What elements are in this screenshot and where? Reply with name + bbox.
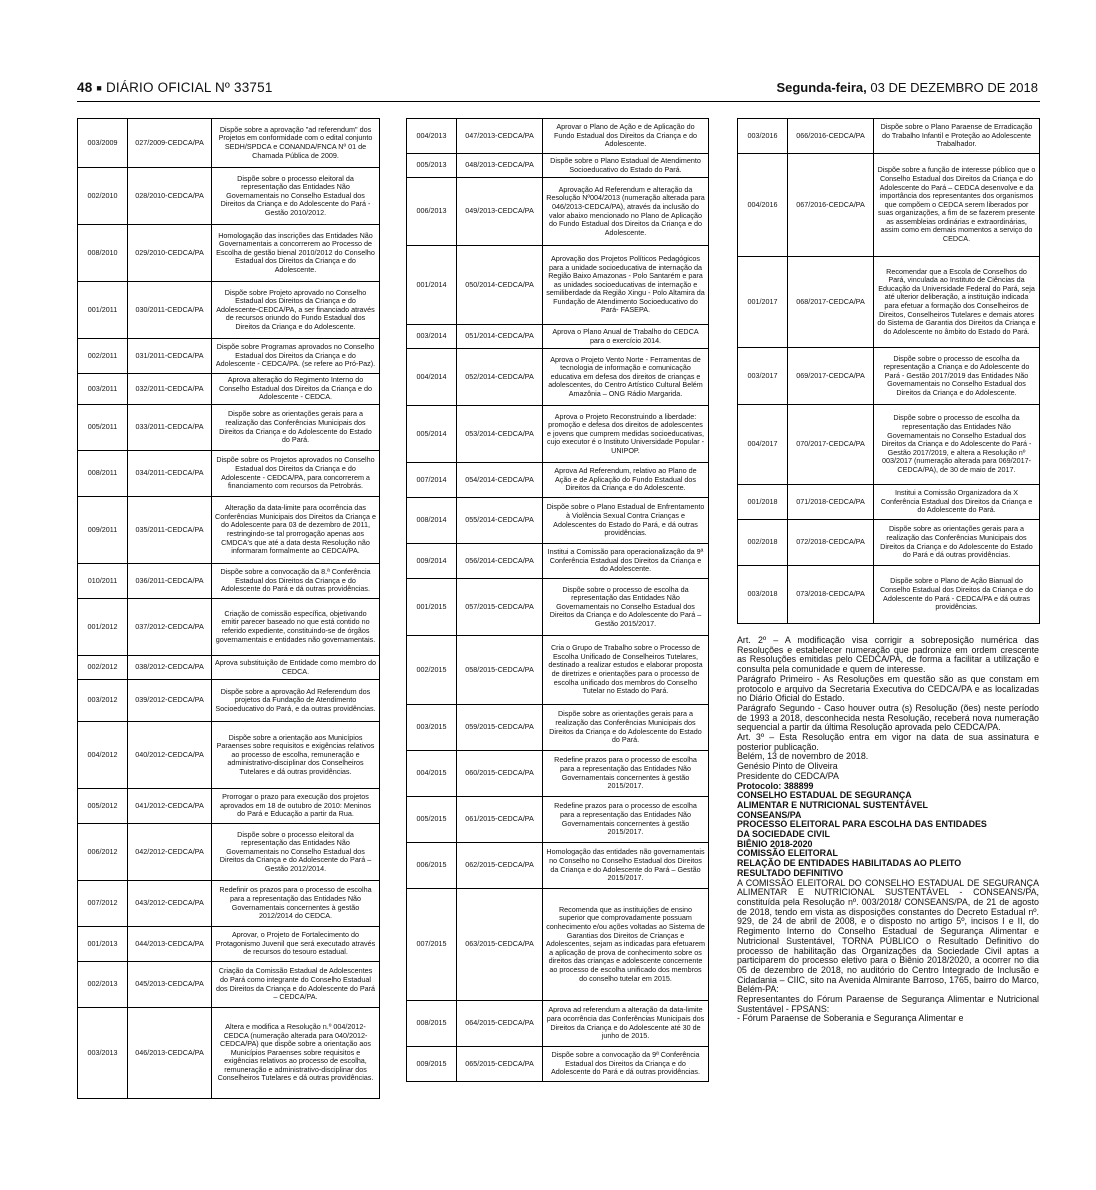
table-row (78, 374, 380, 405)
resolution-old-number: 002/2015 (407, 636, 457, 705)
heading-line-4: PROCESSO ELEITORAL PARA ESCOLHA DAS ENTIDADES (737, 819, 987, 830)
heading-line-9: RESULTADO DEFINITIVO (737, 867, 844, 878)
resolution-new-number: 058/2015-CEDCA/PA (457, 636, 543, 705)
resolution-new-number: 052/2014-CEDCA/PA (457, 349, 543, 406)
column-2 (406, 118, 709, 1082)
resolution-new-number: 064/2015-CEDCA/PA (457, 1001, 543, 1047)
resolution-new-number: 028/2010-CEDCA/PA (128, 168, 212, 225)
resolution-old-number: 005/2011 (78, 405, 128, 451)
resolution-new-number: 061/2015-CEDCA/PA (457, 797, 543, 843)
table-row (407, 154, 709, 178)
resolution-description: Prorrogar o prazo para execução dos projetos aprovados em 18 de outubro de 2010: Meninos do Pará e Educação a partir da Rua. (212, 789, 380, 824)
table-row (738, 566, 1040, 624)
resolution-description: Recomenda que as instituições de ensino superior que comprovadamente possuam conhecimento e/ou ações voltadas ao Sistema de Garantias dos Direitos de Crianças e Adolescentes, sejam as indicadas para efetuarem a aplicação de prova de conhecimento sobre os direitos das crianças e adolescente concernente ao processo de escolha unificado dos membros do conselho tutelar em 2015. (543, 889, 709, 1001)
resolution-description: Dispõe sobre Projeto aprovado no Conselho Estadual dos Direitos da Criança e do Adolescente-CEDCA/PA, a ser financiado através de recursos oriundo do Fundo Estadual dos Direitos da Criança e do Adolescente. (212, 282, 380, 339)
resolution-new-number: 054/2014-CEDCA/PA (457, 463, 543, 498)
resolution-old-number: 002/2012 (78, 656, 128, 680)
table-row (407, 889, 709, 1001)
resolution-old-number: 009/2014 (407, 544, 457, 579)
resolution-new-number: 047/2013-CEDCA/PA (457, 119, 543, 154)
table-row (78, 168, 380, 225)
heading-line-1: CONSELHO ESTADUAL DE SEGURANÇA (737, 790, 912, 801)
resolution-old-number: 003/2013 (78, 1008, 128, 1099)
paragraph-1: Parágrafo Primeiro - As Resoluções em questão são as que constam em protocolo e arquivo da Secretaria Executiva do CEDCA/PA e as localizadas no Diário Oficial do Estado. (737, 673, 1039, 704)
resolution-old-number: 002/2013 (78, 962, 128, 1008)
table-row (78, 722, 380, 789)
resolution-new-number: 056/2014-CEDCA/PA (457, 544, 543, 579)
electoral-body: A COMISSÃO ELEITORAL DO CONSELHO ESTADUAL DE SEGURANÇA ALIMENTAR E NUTRICIONAL SUSTENTÁVEL - CONSEANS/PA, constituída pela Resolução nº. 003/2018/ CONSEANS/PA, de 21 de agosto de 2018, tendo em vista as disposições constantes do Decreto Estadual nº. 929, de 24 de abril de 2008, e o disposto no artigo 5º, incisos I e II, do Regimento Interno do Conselho Estadual de Segurança Alimentar e Nutricional Sustentável, TORNA PÚBLICO o Resultado Definitivo do processo de habilitação das Organizações da Sociedade Civil aptas a participarem do processo eletivo para o Biênio 2018/2020, a ocorrer no dia 05 de dezembro de 2018, no auditório do Centro Integrado de Inclusão e Cidadania – CIIC, sito na Avenida Almirante Barroso, 1765, bairro do Marco, Belém-PA: (737, 877, 1039, 995)
resolution-body-text (737, 636, 1039, 1024)
resolution-description: Institui a Comissão para operacionalização da 9ª Conferência Estadual dos Direitos da Criança e do Adolescente. (543, 544, 709, 579)
resolution-description: Dispõe sobre Programas aprovados no Conselho Estadual dos Direitos da Criança e do Adolescente - CEDCA/PA. (se refere ao Pró-Paz). (212, 339, 380, 374)
table-row (738, 485, 1040, 520)
table-row (78, 881, 380, 927)
resolution-new-number: 049/2013-CEDCA/PA (457, 178, 543, 246)
resolution-description: Dispõe sobre o Plano Estadual de Enfrentamento à Violência Sexual Contra Crianças e Adolescentes do Estado do Pará, e dá outras providências. (543, 498, 709, 544)
resolution-description: Aprova o Projeto Reconstruindo a liberdade: promoção e defesa dos direitos de adolescentes e jovens que cumprem medidas socioeducativas, cujo executor é o Instituto Universidade Popular - UNIPOP. (543, 406, 709, 463)
heading-line-7: COMISSÃO ELEITORAL (737, 848, 838, 859)
resolution-description: Recomendar que a Escola de Conselhos do Pará, vinculada ao Instituto de Ciências da Educação da Universidade Federal do Pará, seja até ulterior deliberação, a instituição indicada para efetuar a formação dos Conselheiros de Direitos, Conselheiros Tutelares e demais atores do Sistema de Garantia dos Direitos da Criança e do Adolescente no âmbito do Estado do Pará. (874, 257, 1040, 348)
resolution-old-number: 004/2012 (78, 722, 128, 789)
table-row (738, 154, 1040, 257)
resolution-description: Criação de comissão específica, objetivando emitir parecer baseado no que está contido no referido expediente, constituindo-se de órgãos governamentais e entidades não governamentais. (212, 599, 380, 656)
resolutions-table-2 (406, 118, 709, 1082)
resolution-new-number: 050/2014-CEDCA/PA (457, 246, 543, 325)
resolution-old-number: 005/2013 (407, 154, 457, 178)
resolution-description: Aprova ad referendum a alteração da data-limite para ocorrência das Conferências Municipais dos Direitos da Criança e do Adolescente até 30 de junho de 2015. (543, 1001, 709, 1047)
resolution-new-number: 035/2011-CEDCA/PA (128, 497, 212, 564)
date: 03 DE DEZEMBRO DE 2018 (870, 80, 1038, 95)
place-date: Belém, 13 de novembro de 2018. (737, 751, 869, 762)
table-row (738, 405, 1040, 485)
resolution-description: Altera e modifica a Resolução n.º 004/2012-CEDCA (numeração alterada para 040/2012-CEDCA/PA) que dispõe sobre a orientação aos Municípios Paraenses sobre requisitos e exigências relativos ao processo de escolha, remuneração e administrativo-disciplinar dos Conselheiros Tutelares e dá outras providências. (212, 1008, 380, 1099)
table-row (407, 843, 709, 889)
journal-title: DIÁRIO OFICIAL Nº 33751 (105, 80, 273, 95)
resolution-new-number: 069/2017-CEDCA/PA (788, 348, 874, 405)
resolution-new-number: 070/2017-CEDCA/PA (788, 405, 874, 485)
resolution-description: Dispõe sobre o processo de escolha da representação das Entidades Não Governamentais no Conselho Estadual dos Direitos da Criança e do Adolescente do Pará - Gestão 2017/2019, e altera a Resolução nº 003/2017 (numeração alterada para 069/2017-CEDCA/PA), de 30 de maio de 2017. (874, 405, 1040, 485)
resolution-old-number: 003/2016 (738, 119, 788, 154)
table-row (78, 680, 380, 722)
resolution-new-number: 065/2015-CEDCA/PA (457, 1047, 543, 1082)
resolutions-table-3 (737, 118, 1040, 624)
resolution-new-number: 073/2018-CEDCA/PA (788, 566, 874, 624)
column-3 (737, 118, 1040, 624)
resolution-description: Criação da Comissão Estadual de Adolescentes do Pará como integrante do Conselho Estadual dos Direitos da Criança e do Adolescente do Pará – CEDCA/PA. (212, 962, 380, 1008)
resolution-old-number: 006/2013 (407, 178, 457, 246)
resolution-new-number: 053/2014-CEDCA/PA (457, 406, 543, 463)
resolution-new-number: 033/2011-CEDCA/PA (128, 405, 212, 451)
resolution-new-number: 034/2011-CEDCA/PA (128, 451, 212, 497)
header-rule (77, 101, 1040, 102)
resolution-new-number: 044/2013-CEDCA/PA (128, 927, 212, 962)
resolution-new-number: 048/2013-CEDCA/PA (457, 154, 543, 178)
table-row (407, 636, 709, 705)
table-row (407, 325, 709, 349)
resolution-new-number: 040/2012-CEDCA/PA (128, 722, 212, 789)
table-row (407, 498, 709, 544)
resolution-old-number: 001/2011 (78, 282, 128, 339)
resolution-new-number: 071/2018-CEDCA/PA (788, 485, 874, 520)
resolution-old-number: 010/2011 (78, 564, 128, 599)
heading-line-6: BIÊNIO 2018-2020 (737, 838, 813, 849)
resolution-new-number: 042/2012-CEDCA/PA (128, 824, 212, 881)
table-row (78, 225, 380, 282)
table-row (78, 962, 380, 1008)
heading-line-8: RELAÇÃO DE ENTIDADES HABILITADAS AO PLEITO (737, 858, 962, 869)
resolution-old-number: 008/2010 (78, 225, 128, 282)
resolution-description: Dispõe sobre os Projetos aprovados no Conselho Estadual dos Direitos da Criança e do Adolescente - CEDCA/PA, para concorrerem a financiamento com recursos da Petrobrás. (212, 451, 380, 497)
resolution-new-number: 038/2012-CEDCA/PA (128, 656, 212, 680)
resolution-description: Alteração da data-limite para ocorrência das Conferências Municipais dos Direitos da Criança e do Adolescente para 03 de dezembro de 2011, restringindo-se tal prorrogação apenas aos CMDCA's que até a data desta Resolução não informaram formalmente ao CEDCA/PA. (212, 497, 380, 564)
table-row (407, 751, 709, 797)
heading-line-3: CONSEANS/PA (737, 809, 802, 820)
resolution-description: Aprova o Projeto Vento Norte - Ferramentas de tecnologia de informação e comunicação educativa em defesa dos direitos de crianças e adolescentes, do Centro Artístico Cultural Belém Amazônia – ONG Rádio Margarida. (543, 349, 709, 406)
page-header-right (776, 80, 1038, 95)
resolution-new-number: 043/2012-CEDCA/PA (128, 881, 212, 927)
signer-name: Genésio Pinto de Oliveira (737, 761, 838, 772)
resolution-description: Aprovação Ad Referendum e alteração da Resolução Nº004/2013 (numeração alterada para 046/2013-CEDCA/PA), através da inclusão do valor abaixo mencionado no Plano de Aplicação do Fundo Estadual dos Direitos da Criança e do Adolescente. (543, 178, 709, 246)
resolution-description: Dispõe sobre a convocação da 9ª Conferência Estadual dos Direitos da Criança e do Adolescente do Pará e dá outras providências. (543, 1047, 709, 1082)
resolution-new-number: 062/2015-CEDCA/PA (457, 843, 543, 889)
resolution-description: Aprovar, o Projeto de Fortalecimento do Protagonismo Juvenil que será executado através de recursos do tesouro estadual. (212, 927, 380, 962)
resolution-old-number: 003/2011 (78, 374, 128, 405)
resolution-old-number: 005/2015 (407, 797, 457, 843)
resolution-description: Aprova alteração do Regimento Interno do Conselho Estadual dos Direitos da Criança e do Adolescente - CEDCA. (212, 374, 380, 405)
resolution-new-number: 046/2013-CEDCA/PA (128, 1008, 212, 1099)
resolution-new-number: 031/2011-CEDCA/PA (128, 339, 212, 374)
table-row (78, 339, 380, 374)
table-row (738, 119, 1040, 154)
table-row (78, 282, 380, 339)
table-row (78, 497, 380, 564)
table-row (407, 349, 709, 406)
resolution-new-number: 051/2014-CEDCA/PA (457, 325, 543, 349)
table-row (407, 1001, 709, 1047)
resolution-old-number: 007/2015 (407, 889, 457, 1001)
resolution-description: Dispõe sobre as orientações gerais para a realização das Conferências Municipais dos Direitos da Criança e do Adolescente do Estado do Pará. (543, 705, 709, 751)
article-2: Art. 2º – A modificação visa corrigir a sobreposição numérica das Resoluções e estabelecer numeração que padronize em ordem crescente as Resoluções emitidas pelo CEDCA/PA, de forma a facilitar a utilização e consulta pela comunidade e quem de interesse. (737, 635, 1039, 675)
page-header-left (77, 80, 273, 95)
resolution-old-number: 007/2014 (407, 463, 457, 498)
resolution-old-number: 007/2012 (78, 881, 128, 927)
resolution-new-number: 068/2017-CEDCA/PA (788, 257, 874, 348)
resolution-description: Dispõe sobre a convocação da 8.ª Conferência Estadual dos Direitos da Criança e do Adolescente do Pará e dá outras providências. (212, 564, 380, 599)
resolution-description: Institui a Comissão Organizadora da X Conferência Estadual dos Direitos da Criança e do Adolescente do Pará. (874, 485, 1040, 520)
page-number: 48 (77, 80, 93, 95)
table-row (407, 463, 709, 498)
weekday: Segunda-feira, (776, 80, 867, 95)
resolution-description: Dispõe sobre as orientações gerais para a realização das Conferências Municipais dos Direitos da Criança e do Adolescente do Estado do Pará. (212, 405, 380, 451)
table-row (407, 246, 709, 325)
table-row (738, 348, 1040, 405)
resolution-new-number: 036/2011-CEDCA/PA (128, 564, 212, 599)
resolution-old-number: 005/2014 (407, 406, 457, 463)
resolution-old-number: 006/2015 (407, 843, 457, 889)
resolution-description: Dispõe sobre o Plano de Ação Bianual do Conselho Estadual dos Direitos da Criança e do Adolescente do Pará - CEDCA/PA e dá outras providências. (874, 566, 1040, 624)
table-row (78, 656, 380, 680)
resolution-old-number: 004/2016 (738, 154, 788, 257)
table-row (407, 406, 709, 463)
heading-line-2: ALIMENTAR E NUTRICIONAL SUSTENTÁVEL (737, 799, 928, 810)
resolution-new-number: 041/2012-CEDCA/PA (128, 789, 212, 824)
table-row (407, 797, 709, 843)
resolution-description: Redefinir os prazos para o processo de escolha para a representação das Entidades Não Governamentais concernentes à gestão 2012/2014 do CEDCA. (212, 881, 380, 927)
resolution-description: Homologação das entidades não governamentais no Conselho no Conselho Estadual dos Direitos da Criança e do Adolescente do Pará – Gestão 2015/2017. (543, 843, 709, 889)
resolution-new-number: 066/2016-CEDCA/PA (788, 119, 874, 154)
resolution-old-number: 006/2012 (78, 824, 128, 881)
resolution-new-number: 060/2015-CEDCA/PA (457, 751, 543, 797)
resolution-description: Dispõe sobre as orientações gerais para a realização das Conferências Municipais dos Direitos da Criança e do Adolescente do Estado do Pará e dá outras providências. (874, 520, 1040, 566)
resolution-description: Dispõe sobre a função de interesse público que o Conselho Estadual dos Direitos da Criança e do Adolescente do Pará – CEDCA desenvolve e da importância dos representantes dos organismos que compõem o CEDCA serem liberados por suas organizações, a fim de se fazerem presente as assembleias ordinárias e extraordinárias, assim como em demais momentos a serviço do CEDCA. (874, 154, 1040, 257)
resolution-old-number: 004/2013 (407, 119, 457, 154)
resolution-old-number: 003/2012 (78, 680, 128, 722)
resolution-description: Aprovar o Plano de Ação e de Aplicação do Fundo Estadual dos Direitos da Criança e do Adolescente. (543, 119, 709, 154)
resolution-old-number: 003/2015 (407, 705, 457, 751)
resolution-description: Homologação das inscrições das Entidades Não Governamentais a concorrerem ao Processo de Escolha de gestão bienal 2010/2012 do Conselho Estadual dos Direitos da Criança e do Adolescente. (212, 225, 380, 282)
column-1 (77, 118, 380, 1099)
table-row (78, 789, 380, 824)
heading-line-5: DA SOCIEDADE CIVIL (737, 829, 830, 840)
resolution-description: Aprova Ad Referendum, relativo ao Plano de Ação e de Aplicação do Fundo Estadual dos Direitos da Criança e do Adolescente. (543, 463, 709, 498)
resolution-new-number: 027/2009-CEDCA/PA (128, 119, 212, 168)
resolution-old-number: 003/2017 (738, 348, 788, 405)
table-row (78, 599, 380, 656)
resolution-old-number: 004/2015 (407, 751, 457, 797)
resolution-old-number: 001/2014 (407, 246, 457, 325)
table-row (407, 1047, 709, 1082)
resolution-new-number: 029/2010-CEDCA/PA (128, 225, 212, 282)
table-row (78, 119, 380, 168)
resolution-new-number: 032/2011-CEDCA/PA (128, 374, 212, 405)
article-3: Art. 3º – Esta Resolução entra em vigor na data de sua assinatura e posterior publicação. (737, 732, 1039, 752)
resolution-old-number: 002/2010 (78, 168, 128, 225)
table-row (78, 564, 380, 599)
table-row (78, 824, 380, 881)
resolution-description: Dispõe sobre o processo eleitoral da representação das Entidades Não Governamentais no Conselho Estadual dos Direitos da Criança e do Adolescente do Pará - Gestão 2010/2012. (212, 168, 380, 225)
resolution-description: Aprova substituição de Entidade como membro do CEDCA. (212, 656, 380, 680)
representative-item-1: - Fórum Paraense de Soberania e Segurança Alimentar e (737, 1013, 964, 1024)
resolution-new-number: 045/2013-CEDCA/PA (128, 962, 212, 1008)
table-row (407, 544, 709, 579)
resolution-old-number: 008/2014 (407, 498, 457, 544)
resolutions-table-1 (77, 118, 380, 1099)
table-row (78, 927, 380, 962)
resolution-new-number: 037/2012-CEDCA/PA (128, 599, 212, 656)
resolution-description: Dispõe sobre a aprovação Ad Referendum dos projetos da Fundação de Atendimento Socioeducativo do Pará, e da outras providências. (212, 680, 380, 722)
resolution-description: Aprovação dos Projetos Políticos Pedagógicos para a unidade socioeducativa de internação da Região Baixo Amazonas - Polo Santarém e para as unidades socioeducativas de internação e semiliberdade da Região Xingu - Polo Altamira da Fundação de Atendimento Socioeducativo do Pará- FASEPA. (543, 246, 709, 325)
resolution-old-number: 008/2011 (78, 451, 128, 497)
table-row (407, 579, 709, 636)
resolution-new-number: 072/2018-CEDCA/PA (788, 520, 874, 566)
resolution-old-number: 001/2012 (78, 599, 128, 656)
resolution-new-number: 063/2015-CEDCA/PA (457, 889, 543, 1001)
resolution-old-number: 004/2017 (738, 405, 788, 485)
paragraph-2: Parágrafo Segundo - Caso houver outra (s) Resolução (ões) neste período de 1993 a 2018, desconhecida nesta Resolução, receberá nova numeração sequencial a partir da última Resolução aprovada pelo CEDCA/PA. (737, 702, 1039, 733)
resolution-description: Aprova o Plano Anual de Trabalho do CEDCA para o exercício 2014. (543, 325, 709, 349)
table-row (407, 705, 709, 751)
resolution-old-number: 008/2015 (407, 1001, 457, 1047)
resolution-old-number: 001/2013 (78, 927, 128, 962)
table-row (738, 520, 1040, 566)
resolution-new-number: 059/2015-CEDCA/PA (457, 705, 543, 751)
resolution-description: Dispõe sobre o processo de escolha da representação a Criança e do Adolescente do Pará - Gestão 2017/2019 das Entidades Não Governamentais no Conselho Estadual dos Direitos da Criança e do Adolescente. (874, 348, 1040, 405)
resolution-old-number: 003/2018 (738, 566, 788, 624)
table-row (78, 1008, 380, 1099)
table-row (407, 119, 709, 154)
resolution-new-number: 055/2014-CEDCA/PA (457, 498, 543, 544)
table-row (78, 451, 380, 497)
table-row (78, 405, 380, 451)
table-row (738, 257, 1040, 348)
table-row (407, 178, 709, 246)
resolution-old-number: 003/2014 (407, 325, 457, 349)
resolution-description: Dispõe sobre o processo eleitoral da representação das Entidades Não Governamentais no Conselho Estadual dos Direitos da Criança e do Adolescente do Pará – Gestão 2012/2014. (212, 824, 380, 881)
signer-role: Presidente do CEDCA/PA (737, 770, 839, 781)
resolution-description: Dispõe sobre o Plano Estadual de Atendimento Socioeducativo do Estado do Pará. (543, 154, 709, 178)
resolution-new-number: 067/2016-CEDCA/PA (788, 154, 874, 257)
protocol-number: Protocolo: 388899 (737, 780, 814, 791)
resolution-old-number: 001/2015 (407, 579, 457, 636)
resolution-old-number: 009/2011 (78, 497, 128, 564)
resolution-old-number: 005/2012 (78, 789, 128, 824)
resolution-new-number: 057/2015-CEDCA/PA (457, 579, 543, 636)
resolution-new-number: 039/2012-CEDCA/PA (128, 680, 212, 722)
resolution-old-number: 004/2014 (407, 349, 457, 406)
separator-square: ■ (96, 83, 103, 93)
resolution-description: Redefine prazos para o processo de escolha para a representação das Entidades Não Governamentais concernentes à gestão 2015/2017. (543, 797, 709, 843)
resolution-old-number: 001/2017 (738, 257, 788, 348)
resolution-description: Dispõe sobre o Plano Paraense de Erradicação do Trabalho Infantil e Proteção ao Adolescente Trabalhador. (874, 119, 1040, 154)
resolution-description: Cria o Grupo de Trabalho sobre o Processo de Escolha Unificado de Conselheiros Tutelares, destinado a realizar estudos e elaborar proposta de diretrizes e orientações para o processo de escolha unificado dos membros do Conselho Tutelar no Estado do Pará. (543, 636, 709, 705)
resolution-old-number: 009/2015 (407, 1047, 457, 1082)
resolution-old-number: 001/2018 (738, 485, 788, 520)
resolution-description: Dispõe sobre a orientação aos Municípios Paraenses sobre requisitos e exigências relativos ao processo de escolha, remuneração e administrativo-disciplinar dos Conselheiros Tutelares e dá outras providências. (212, 722, 380, 789)
resolution-old-number: 002/2018 (738, 520, 788, 566)
resolution-old-number: 002/2011 (78, 339, 128, 374)
representatives-heading: Representantes do Fórum Paraense de Segurança Alimentar e Nutricional Sustentável - FPSANS: (737, 994, 1039, 1014)
resolution-description: Dispõe sobre o processo de escolha da representação das Entidades Não Governamentais no Conselho Estadual dos Direitos da Criança e do Adolescente do Pará – Gestão 2015/2017. (543, 579, 709, 636)
resolution-description: Redefine prazos para o processo de escolha para a representação das Entidades Não Governamentais concernentes à gestão 2015/2017. (543, 751, 709, 797)
resolution-description: Dispõe sobre a aprovação "ad referendum" dos Projetos em conformidade com o edital conjunto SEDH/SPDCA e CONANDA/FNCA Nº 01 de Chamada Pública de 2009. (212, 119, 380, 168)
resolution-new-number: 030/2011-CEDCA/PA (128, 282, 212, 339)
resolution-old-number: 003/2009 (78, 119, 128, 168)
